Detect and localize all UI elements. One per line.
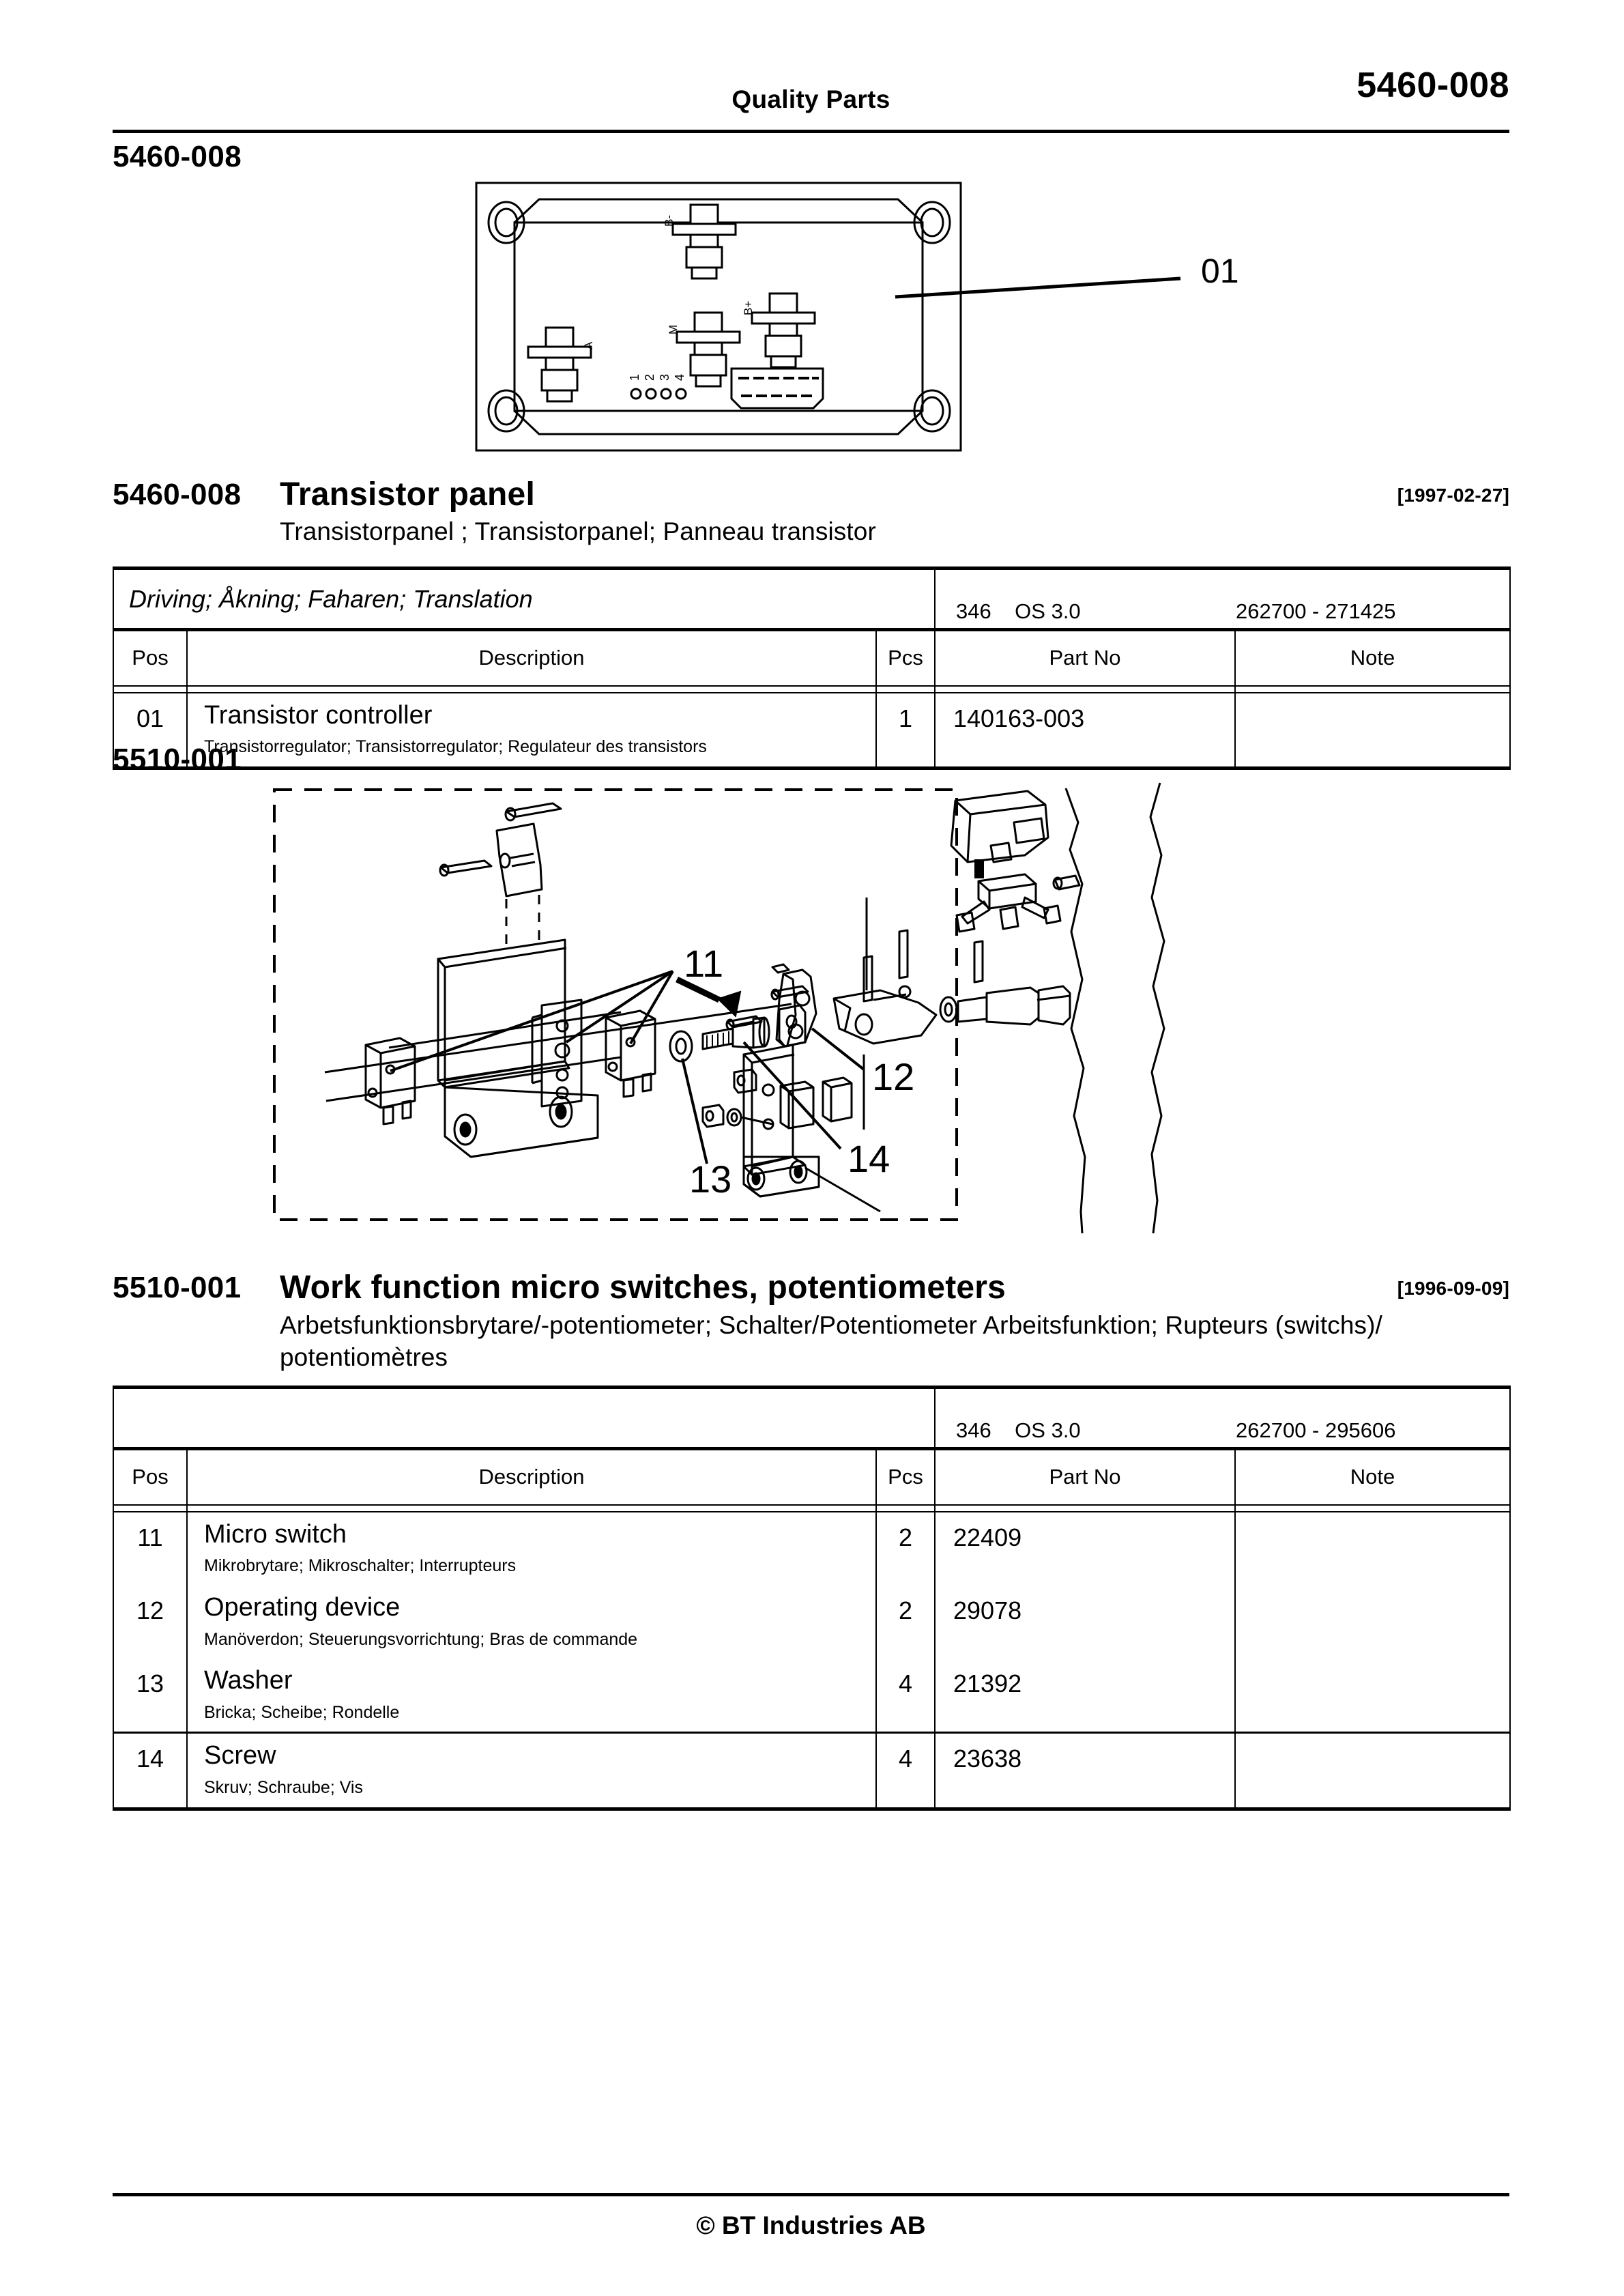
column-header-description: Description (187, 1449, 876, 1505)
cell-description-main: Screw (204, 1741, 276, 1770)
cell-pos: 13 (113, 1659, 187, 1733)
table-band-row (113, 569, 1510, 630)
svg-text:13: 13 (689, 1158, 732, 1201)
cell-pcs: 2 (876, 1585, 935, 1659)
figure-transistor-panel (437, 164, 1310, 457)
cell-note (1235, 1659, 1510, 1733)
cell-note (1235, 1733, 1510, 1809)
table-band-meta (935, 1388, 1510, 1449)
table-header-row (113, 1449, 1510, 1505)
table-band-range: 262700 - 295606 (1236, 1418, 1396, 1442)
table-band-os: 346 OS 3.0 (956, 1418, 1081, 1442)
svg-text:A: A (582, 341, 595, 349)
cell-description-sub: Mikrobrytare; Mikroschalter; Interrupteurs (204, 1556, 517, 1576)
section-number-1: 5460-008 (113, 140, 242, 173)
svg-text:1: 1 (628, 373, 641, 381)
cell-pcs: 2 (876, 1512, 935, 1585)
cell-pos: 01 (113, 693, 187, 769)
cell-description-sub: Manöverdon; Steuerungsvorrichtung; Bras de commande (204, 1629, 638, 1649)
section-title-date-2: [1996-09-09] (1397, 1278, 1509, 1299)
cell-description-main: Micro switch (204, 1519, 347, 1549)
table-band-label: Driving; Åkning; Faharen; Translation (113, 569, 935, 630)
column-header-pos: Pos (113, 630, 187, 686)
section-title-code-2: 5510-001 (113, 1271, 242, 1304)
header-rule (113, 130, 1509, 133)
svg-text:11: 11 (684, 942, 724, 985)
callout-01: 01 (1201, 252, 1239, 290)
section-title-name-2: Work function micro switches, potentiometers (280, 1269, 1006, 1306)
svg-text:3: 3 (658, 373, 671, 381)
table-header-separator (113, 686, 1510, 693)
table-band-label (113, 1388, 935, 1449)
cell-pcs: 1 (876, 693, 935, 769)
cell-description-main: Washer (204, 1666, 293, 1695)
footer-rule (113, 2193, 1509, 2196)
cell-pcs: 4 (876, 1733, 935, 1809)
column-header-note: Note (1235, 630, 1510, 686)
cell-note (1235, 693, 1510, 769)
cell-description (187, 693, 876, 769)
section-subtitle-1: Transistorpanel ; Transistorpanel; Panneau transistor (280, 517, 876, 545)
cell-description (187, 1585, 876, 1659)
svg-text:14: 14 (847, 1137, 890, 1180)
table-header-row (113, 630, 1510, 686)
page-header (113, 65, 1509, 140)
cell-part-no: 22409 (935, 1512, 1235, 1585)
column-header-part-no: Part No (935, 630, 1235, 686)
cell-description-sub: Transistorregulator; Transistorregulator; Regulateur des transistors (204, 737, 707, 757)
page-code: 5460-008 (1357, 66, 1509, 105)
svg-text:B-: B- (663, 215, 676, 227)
cell-description-main: Operating device (204, 1592, 401, 1622)
cell-pos: 14 (113, 1733, 187, 1809)
cell-note (1235, 1512, 1510, 1585)
table-header-separator (113, 1505, 1510, 1512)
section-title-date-1: [1997-02-27] (1397, 485, 1509, 506)
table-row (113, 1585, 1510, 1659)
figure-micro-switch-assembly (266, 775, 1385, 1239)
cell-pos: 11 (113, 1512, 187, 1585)
svg-text:M: M (667, 324, 680, 334)
cell-note (1235, 1585, 1510, 1659)
cell-part-no: 29078 (935, 1585, 1235, 1659)
table-band-range: 262700 - 271425 (1236, 599, 1396, 623)
cell-description-main: Transistor controller (204, 700, 433, 730)
column-header-part-no: Part No (935, 1449, 1235, 1505)
column-header-pcs: Pcs (876, 630, 935, 686)
cell-part-no: 21392 (935, 1659, 1235, 1733)
svg-text:B+: B+ (742, 300, 755, 315)
section-title-name-1: Transistor panel (280, 476, 535, 513)
table-band-os: 346 OS 3.0 (956, 599, 1081, 623)
section-subtitle-2: Arbetsfunktionsbrytare/-potentiometer; Schalter/Potentiometer Arbeitsfunktion; Rupteurs (switchs)/ potentiomètres (280, 1311, 1382, 1372)
svg-text:2: 2 (643, 373, 656, 381)
cell-description (187, 1512, 876, 1585)
cell-part-no: 23638 (935, 1733, 1235, 1809)
table-row (113, 693, 1510, 769)
column-header-description: Description (187, 630, 876, 686)
section-number-2: 5510-001 (113, 743, 242, 776)
parts-table-2 (113, 1386, 1509, 1811)
table-band-row (113, 1388, 1510, 1449)
table-row (113, 1733, 1510, 1809)
cell-pcs: 4 (876, 1659, 935, 1733)
cell-description-sub: Bricka; Scheibe; Rondelle (204, 1702, 400, 1722)
column-header-pos: Pos (113, 1449, 187, 1505)
cell-description (187, 1733, 876, 1809)
column-header-pcs: Pcs (876, 1449, 935, 1505)
page-title: Quality Parts (731, 85, 890, 113)
cell-description (187, 1659, 876, 1733)
parts-table-1 (113, 566, 1509, 770)
table-row (113, 1512, 1510, 1585)
table-row (113, 1659, 1510, 1733)
section-title-code-1: 5460-008 (113, 478, 242, 511)
table-band-meta (935, 569, 1510, 630)
svg-text:12: 12 (872, 1055, 915, 1098)
svg-text:4: 4 (673, 373, 686, 381)
page-footer: © BT Industries AB (696, 2211, 926, 2239)
column-header-note: Note (1235, 1449, 1510, 1505)
cell-pos: 12 (113, 1585, 187, 1659)
cell-description-sub: Skruv; Schraube; Vis (204, 1778, 363, 1798)
cell-part-no: 140163-003 (935, 693, 1235, 769)
